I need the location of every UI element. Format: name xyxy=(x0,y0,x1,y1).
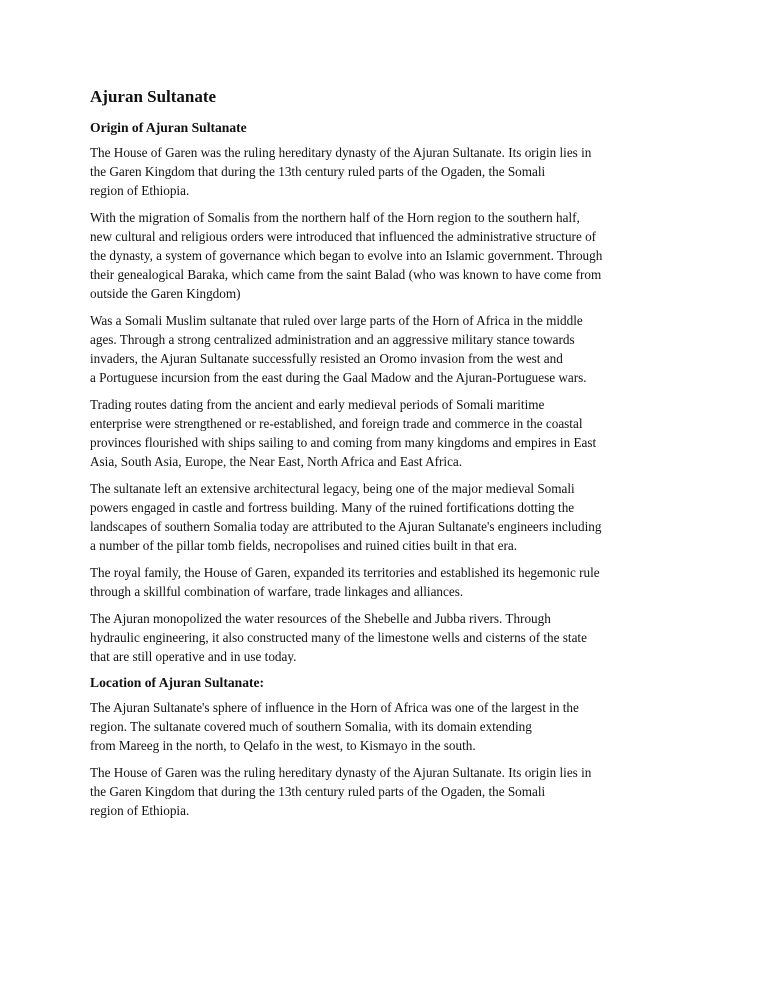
document-title: Ajuran Sultanate xyxy=(90,87,217,106)
paragraph-line: Was a Somali Muslim sultanate that ruled over large parts of the Horn of Africa in the middle xyxy=(90,313,583,328)
paragraph-line: that are still operative and in use today. xyxy=(90,649,297,664)
paragraph-line: With the migration of Somalis from the northern half of the Horn region to the southern half, xyxy=(90,210,580,225)
section-heading: Origin of Ajuran Sultanate xyxy=(90,120,247,135)
paragraph-line: provinces flourished with ships sailing to and coming from many kingdoms and empires in East xyxy=(90,435,597,450)
paragraph-line: their genealogical Baraka, which came from the saint Balad (who was known to have come from xyxy=(90,267,602,282)
paragraph-line: powers engaged in castle and fortress building. Many of the ruined fortifications dotting the xyxy=(90,500,575,515)
paragraph-line: the Garen Kingdom that during the 13th century ruled parts of the Ogaden, the Somali xyxy=(90,164,546,179)
paragraph xyxy=(90,143,682,200)
paragraph-line: The royal family, the House of Garen, expanded its territories and established its hegemonic rule xyxy=(90,565,600,580)
paragraph-line: The Ajuran monopolized the water resources of the Shebelle and Jubba rivers. Through xyxy=(90,611,551,626)
paragraph xyxy=(90,395,682,471)
paragraph-line: outside the Garen Kingdom) xyxy=(90,286,241,301)
paragraph-line: Trading routes dating from the ancient and early medieval periods of Somali maritime xyxy=(90,397,545,412)
paragraph xyxy=(90,609,682,666)
paragraph-line: Asia, South Asia, Europe, the Near East, North Africa and East Africa. xyxy=(90,454,463,469)
paragraph-line: a Portuguese incursion from the east during the Gaal Madow and the Ajuran-Portuguese wars. xyxy=(90,370,587,385)
paragraph xyxy=(90,563,682,601)
paragraph-line: The Ajuran Sultanate's sphere of influence in the Horn of Africa was one of the largest in the xyxy=(90,700,579,715)
paragraph-line: The House of Garen was the ruling hereditary dynasty of the Ajuran Sultanate. Its origin lies in xyxy=(90,145,592,160)
paragraph xyxy=(90,208,682,303)
paragraph-line: hydraulic engineering, it also constructed many of the limestone wells and cisterns of the state xyxy=(90,630,587,645)
paragraph-line: region of Ethiopia. xyxy=(90,803,190,818)
paragraph-line: invaders, the Ajuran Sultanate successfully resisted an Oromo invasion from the west and xyxy=(90,351,563,366)
paragraph xyxy=(90,311,682,387)
paragraph-line: the Garen Kingdom that during the 13th century ruled parts of the Ogaden, the Somali xyxy=(90,784,546,799)
paragraph-line: a number of the pillar tomb fields, necropolises and ruined cities built in that era. xyxy=(90,538,518,553)
document-body xyxy=(90,119,682,820)
paragraph-line: region. The sultanate covered much of southern Somalia, with its domain extending xyxy=(90,719,532,734)
paragraph xyxy=(90,698,682,755)
paragraph xyxy=(90,479,682,555)
paragraph-line: the dynasty, a system of governance which began to evolve into an Islamic government. Through xyxy=(90,248,603,263)
paragraph-line: ages. Through a strong centralized administration and an aggressive military stance towards xyxy=(90,332,575,347)
paragraph-line: The sultanate left an extensive architectural legacy, being one of the major medieval Somali xyxy=(90,481,575,496)
paragraph-line: region of Ethiopia. xyxy=(90,183,190,198)
paragraph-line: landscapes of southern Somalia today are attributed to the Ajuran Sultanate's engineers including xyxy=(90,519,602,534)
paragraph-line: new cultural and religious orders were introduced that influenced the administrative structure of xyxy=(90,229,597,244)
section-heading: Location of Ajuran Sultanate: xyxy=(90,675,265,690)
paragraph-line: through a skillful combination of warfare, trade linkages and alliances. xyxy=(90,584,464,599)
paragraph-line: enterprise were strengthened or re-established, and foreign trade and commerce in the coastal xyxy=(90,416,583,431)
paragraph-line: The House of Garen was the ruling hereditary dynasty of the Ajuran Sultanate. Its origin lies in xyxy=(90,765,592,780)
paragraph xyxy=(90,763,682,820)
paragraph-line: from Mareeg in the north, to Qelafo in the west, to Kismayo in the south. xyxy=(90,738,476,753)
